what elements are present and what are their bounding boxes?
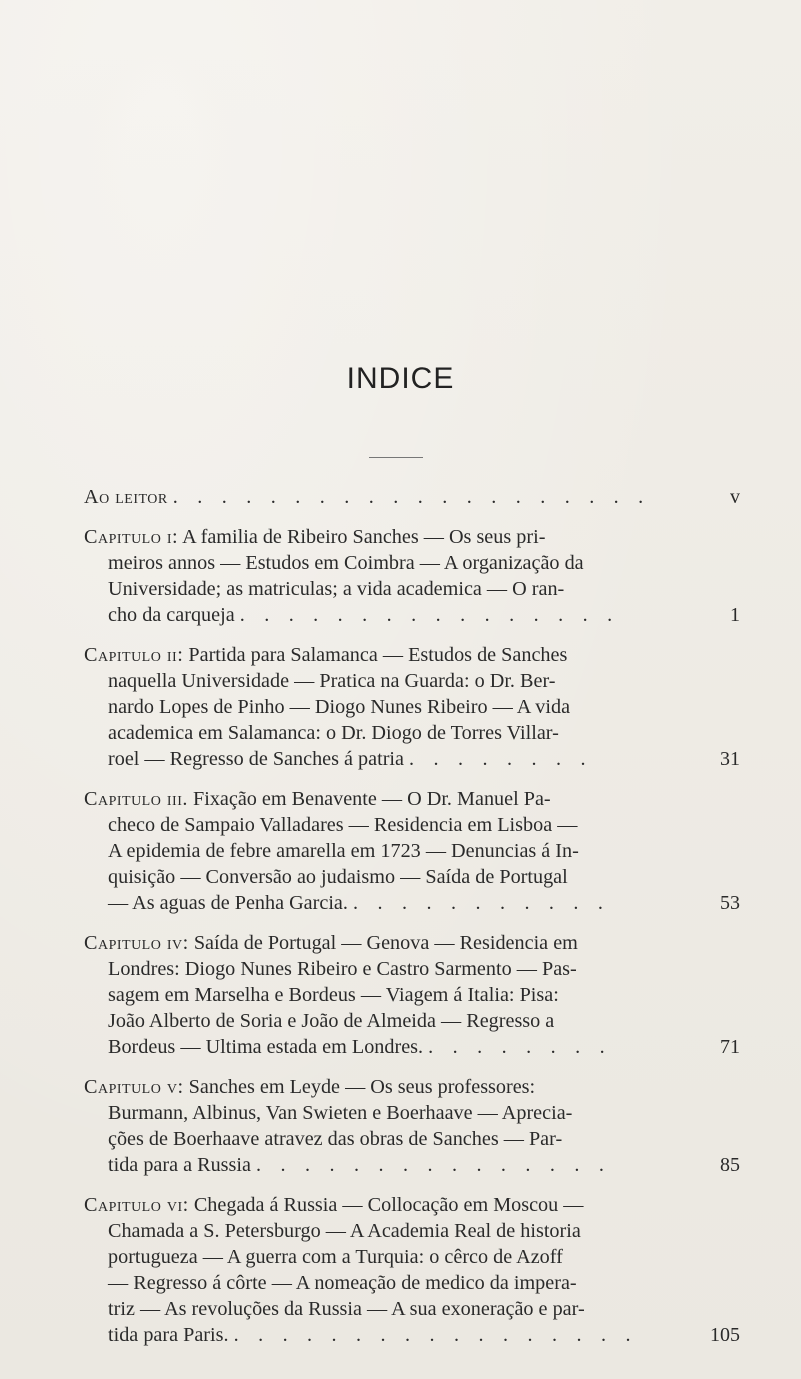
toc-entry-line: nardo Lopes de Pinho — Diogo Nunes Ribeiro — A vida <box>108 696 571 718</box>
toc-entry-last-line: tida para a Russia <box>108 1154 251 1176</box>
dot-leader: . . . . . . . . . . . <box>352 892 611 914</box>
toc-entry-label: Capitulo iii. <box>84 788 188 810</box>
toc-entry-capitulo-3[interactable] <box>84 786 740 916</box>
toc-entry-label: Ao leitor <box>84 486 168 508</box>
toc-entry-label: Capitulo iv: <box>84 932 189 954</box>
toc-entry-last-line: tida para Paris. <box>108 1324 229 1346</box>
toc-entry-line: sagem em Marselha e Bordeus — Viagem á Italia: Pisa: <box>108 984 559 1006</box>
toc-entry-label: Capitulo vi: <box>84 1194 189 1216</box>
toc-entry-line: Londres: Diogo Nunes Ribeiro e Castro Sarmento — Pas- <box>108 958 577 980</box>
toc-entry-line: Burmann, Albinus, Van Swieten e Boerhaave — Aprecia- <box>108 1102 573 1124</box>
dot-leader: . . . . . . . . . . . . . . . <box>256 1154 612 1176</box>
toc-entry-ao-leitor[interactable] <box>84 484 740 510</box>
toc-entry-line: meiros annos — Estudos em Coimbra — A organização da <box>108 552 584 574</box>
toc-entry-label: Capitulo ii: <box>84 644 184 666</box>
toc-page-number: 71 <box>720 1036 740 1058</box>
toc-entry-capitulo-4[interactable] <box>84 930 740 1060</box>
toc-entry-label: Capitulo v: <box>84 1076 184 1098</box>
toc-entry-line: João Alberto de Soria e João de Almeida — Regresso a <box>108 1010 555 1032</box>
dot-leader: . . . . . . . . . . . . . . . . <box>239 604 620 626</box>
dot-leader: . . . . . . . . . . . . . . . . . <box>233 1324 638 1346</box>
toc-entry-line: Sanches em Leyde — Os seus professores: <box>188 1076 536 1098</box>
toc-entry-line: Chamada a S. Petersburgo — A Academia Real de historia <box>108 1220 581 1242</box>
toc-page-number: 85 <box>720 1154 740 1176</box>
dot-leader: . . . . . . . . <box>409 748 593 770</box>
toc-page-number: v <box>730 486 740 508</box>
table-of-contents <box>84 484 740 1362</box>
toc-page-number: 53 <box>720 892 740 914</box>
toc-entry-label: Capitulo i: <box>84 526 179 548</box>
toc-entry-line: quisição — Conversão ao judaismo — Saída de Portugal <box>108 866 568 888</box>
toc-entry-line: academica em Salamanca: o Dr. Diogo de Torres Villar- <box>108 722 559 744</box>
toc-entry-line: Saída de Portugal — Genova — Residencia em <box>193 932 578 954</box>
toc-entry-last-line: cho da carqueja <box>108 604 235 626</box>
dot-leader: . . . . . . . . . . . . . . . . . . . . <box>172 486 651 508</box>
toc-entry-last-line: roel — Regresso de Sanches á patria <box>108 748 404 770</box>
toc-entry-line: portugueza — A guerra com a Turquia: o cêrco de Azoff <box>108 1246 563 1268</box>
toc-entry-capitulo-5[interactable] <box>84 1074 740 1178</box>
toc-entry-capitulo-1[interactable] <box>84 524 740 628</box>
toc-entry-capitulo-2[interactable] <box>84 642 740 772</box>
toc-entry-line: ções de Boerhaave atravez das obras de Sanches — Par- <box>108 1128 563 1150</box>
toc-entry-line: naquella Universidade — Pratica na Guarda: o Dr. Ber- <box>108 670 556 692</box>
toc-entry-line: Universidade; as matriculas; a vida academica — O ran- <box>108 578 565 600</box>
toc-entry-line: Chegada á Russia — Collocação em Moscou — <box>193 1194 584 1216</box>
dot-leader: . . . . . . . . <box>428 1036 612 1058</box>
toc-entry-line: A familia de Ribeiro Sanches — Os seus pri- <box>182 526 546 548</box>
toc-entry-line: — Regresso á côrte — A nomeação de medico da impera- <box>108 1272 577 1294</box>
toc-entry-line: triz — As revoluções da Russia — A sua exoneração e par- <box>108 1298 585 1320</box>
toc-entry-last-line: Bordeus — Ultima estada em Londres. <box>108 1036 424 1058</box>
toc-page-number: 105 <box>710 1324 740 1346</box>
toc-entry-line: Fixação em Benavente — O Dr. Manuel Pa- <box>192 788 551 810</box>
toc-entry-last-line: — As aguas de Penha Garcia. <box>108 892 348 914</box>
toc-entry-line: Partida para Salamanca — Estudos de Sanches <box>188 644 568 666</box>
toc-page-number: 1 <box>730 604 740 626</box>
title-divider <box>369 457 423 458</box>
toc-entry-capitulo-6[interactable] <box>84 1192 740 1348</box>
toc-page-number: 31 <box>720 748 740 770</box>
toc-entry-line: checo de Sampaio Valladares — Residencia em Lisboa — <box>108 814 578 836</box>
toc-entry-line: A epidemia de febre amarella em 1723 — Denuncias á In- <box>108 840 579 862</box>
page-title: INDICE <box>346 362 455 395</box>
